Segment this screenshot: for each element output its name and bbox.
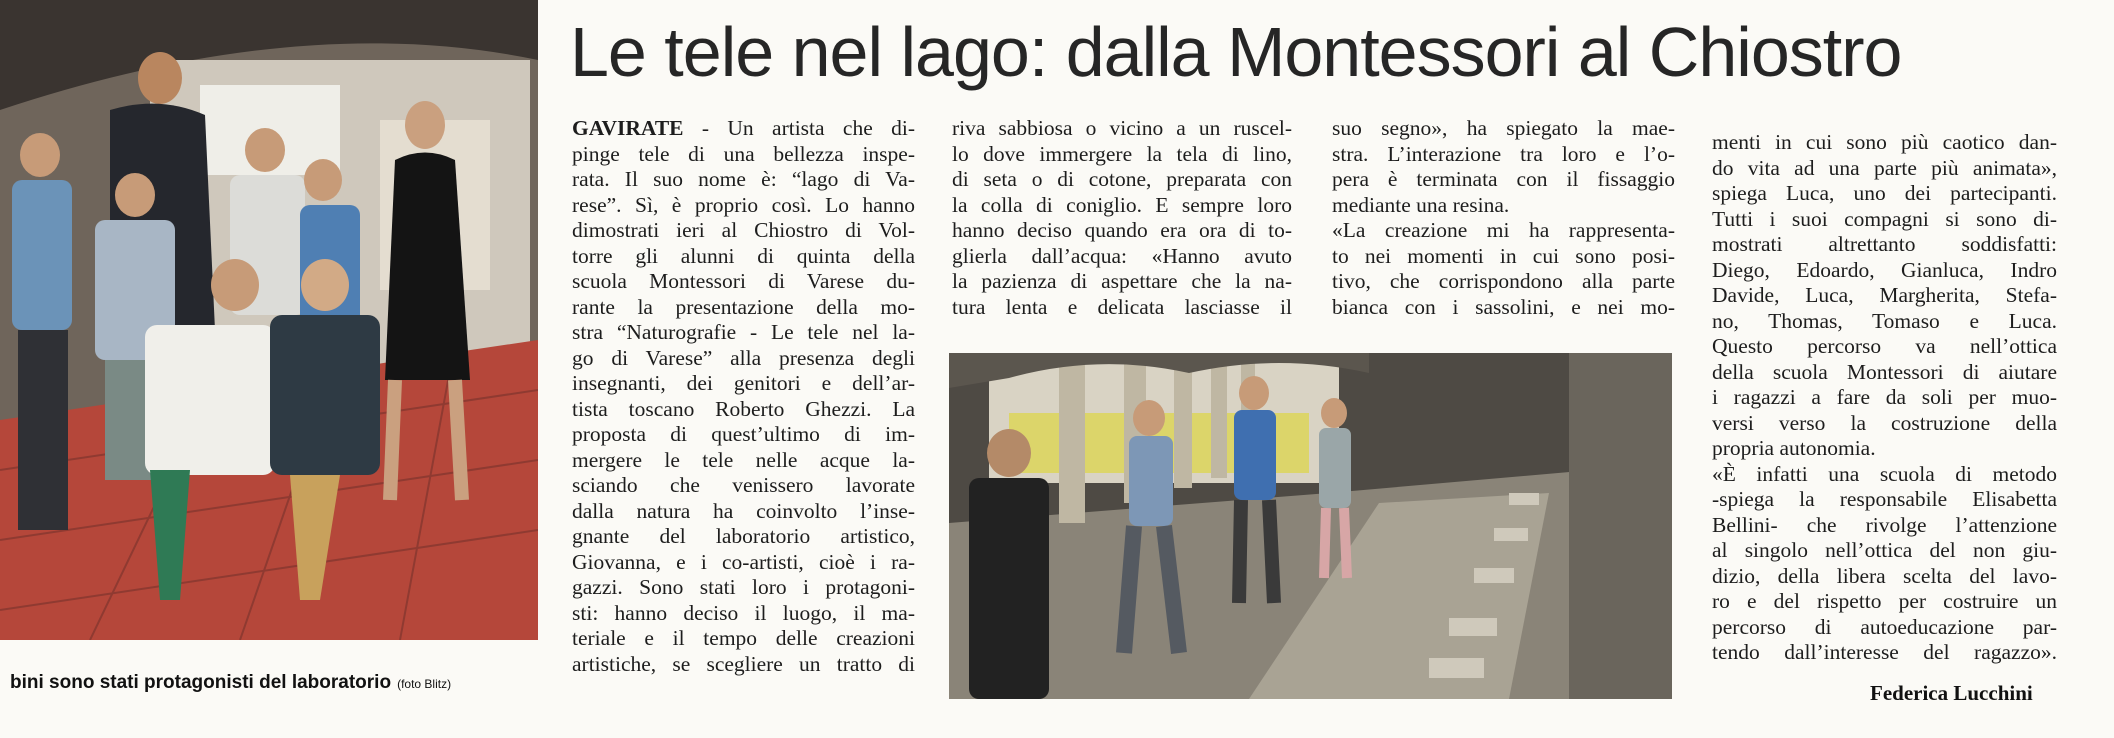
text-line: insegnanti, dei genitori e dell’ar- xyxy=(572,371,915,395)
text-line: mergere le tele nelle acque la- xyxy=(572,447,915,472)
text-line: do vita ad una parte più animata», xyxy=(1712,155,2057,180)
text-line: Questo percorso va nell’ottica xyxy=(1712,334,2057,358)
text-line: rata. Il suo nome è: “lago di Va- xyxy=(572,167,915,191)
article-headline: Le tele nel lago: dalla Montessori al Chiostro xyxy=(570,13,1902,91)
text-line: mediante una resina. xyxy=(1332,192,1510,217)
text-line: go di Varese” alla presenza degli xyxy=(572,345,915,370)
text-line: al singolo nell’ottica del non giu- xyxy=(1712,538,2057,562)
article-column-1 xyxy=(572,116,915,677)
text-line: stra. L’interazione tra loro e l’o- xyxy=(1332,141,1675,166)
text-line: hanno deciso quando era ora di to- xyxy=(952,218,1292,242)
text-line: Davide, Luca, Margherita, Stefa- xyxy=(1712,283,2057,307)
text-line: «È infatti una scuola di metodo xyxy=(1712,461,2057,486)
text-line: torre gli alunni di quinta della xyxy=(572,243,915,268)
text-line: stra “Naturografie - Le tele nel la- xyxy=(572,320,915,344)
photo-caption xyxy=(10,672,550,694)
text-line: glierla dall’acqua: «Hanno avuto xyxy=(952,243,1292,268)
text-line: percorso di autoeducazione par- xyxy=(1712,614,2057,639)
text-line: dimostrati ieri al Chiostro di Vol- xyxy=(572,218,915,242)
text-line: della scuola Montessori di aiutare xyxy=(1712,359,2057,384)
text-line: lo dove immergere la tela di lino, xyxy=(952,141,1292,166)
text-line: rante la presentazione della mo- xyxy=(572,294,915,319)
text-line: scuola Montessori di Varese du- xyxy=(572,269,915,293)
text-line: la colla di coniglio. E sempre loro xyxy=(952,192,1292,217)
text-line: tura lenta e delicata lasciasse il xyxy=(952,294,1292,319)
text-line: sti: hanno deciso il luogo, il ma- xyxy=(572,600,915,625)
text-line: teriale e il tempo delle creazioni xyxy=(572,626,915,650)
text-line: Tutti i suoi compagni si sono di- xyxy=(1712,206,2057,231)
text-line: menti in cui sono più caotico dan- xyxy=(1712,130,2057,154)
text-line: pera è terminata con il fissaggio xyxy=(1332,167,1675,191)
article-column-4 xyxy=(1712,130,2057,666)
text-line: artistiche, se scegliere un tratto di xyxy=(572,651,915,676)
text-line: no, Thomas, Tomaso e Luca. xyxy=(1712,308,2057,333)
text-line: dalla natura ha coinvolto l’inse- xyxy=(572,498,915,523)
author-byline: Federica Lucchini xyxy=(1870,681,2033,705)
text-line: - Un artista che di- xyxy=(683,116,915,140)
text-line: -spiega la responsabile Elisabetta xyxy=(1712,487,2057,511)
text-line: ro e del rispetto per costruire un xyxy=(1712,589,2057,613)
text-line: propria autonomia. xyxy=(1712,436,1876,460)
text-line: to nei momenti in cui sono posi- xyxy=(1332,243,1675,268)
cloister-photo xyxy=(949,353,1672,699)
photo-credit: (foto Blitz) xyxy=(397,677,452,691)
text-line: Diego, Edoardo, Gianluca, Indro xyxy=(1712,257,2057,282)
text-line: suo segno», ha spiegato la mae- xyxy=(1332,116,1675,140)
text-line: tivo, che corrispondono alla parte xyxy=(1332,269,1675,293)
text-line: tendo dall’interesse del ragazzo». xyxy=(1712,640,2057,664)
text-line: riva sabbiosa o vicino a un ruscel- xyxy=(952,116,1292,140)
text-line: versi verso la costruzione della xyxy=(1712,410,2057,435)
text-line: gazzi. Sono stati loro i protagoni- xyxy=(572,575,915,599)
group-photo xyxy=(0,0,538,640)
article-column-2 xyxy=(952,116,1292,320)
text-line: pinge tele di una bellezza inspe- xyxy=(572,141,915,166)
photo-caption-text: bini sono stati protagonisti del laboratorio xyxy=(10,672,392,693)
text-line: sciando che venissero lavorate xyxy=(572,473,915,497)
text-line: dizio, della libera scelta del lavo- xyxy=(1712,563,2057,588)
text-line: «La creazione mi ha rappresenta- xyxy=(1332,218,1675,242)
text-line: Giovanna, e i co-artisti, cioè i ra- xyxy=(572,549,915,574)
text-line: Bellini- che rivolge l’attenzione xyxy=(1712,512,2057,537)
cloister-photo-image xyxy=(949,353,1672,699)
text-line: la pazienza di aspettare che la na- xyxy=(952,269,1292,293)
text-line: bianca con i sassolini, e nei mo- xyxy=(1332,294,1675,319)
group-photo-image xyxy=(0,0,538,640)
text-line: di seta o di cotone, preparata con xyxy=(952,167,1292,191)
text-line: gnante del laboratorio artistico, xyxy=(572,524,915,548)
text-line: spiega Luca, uno dei partecipanti. xyxy=(1712,181,2057,205)
text-line: i ragazzi a fare da soli per muo- xyxy=(1712,385,2057,409)
article-column-3 xyxy=(1332,116,1675,320)
text-line: proposta di quest’ultimo di im- xyxy=(572,422,915,446)
text-line: rese”. Sì, è proprio così. Lo hanno xyxy=(572,192,915,217)
text-line: mostrati altrettanto soddisfatti: xyxy=(1712,232,2057,256)
text-line: tista toscano Roberto Ghezzi. La xyxy=(572,396,915,421)
dateline: GAVIRATE xyxy=(572,116,684,140)
